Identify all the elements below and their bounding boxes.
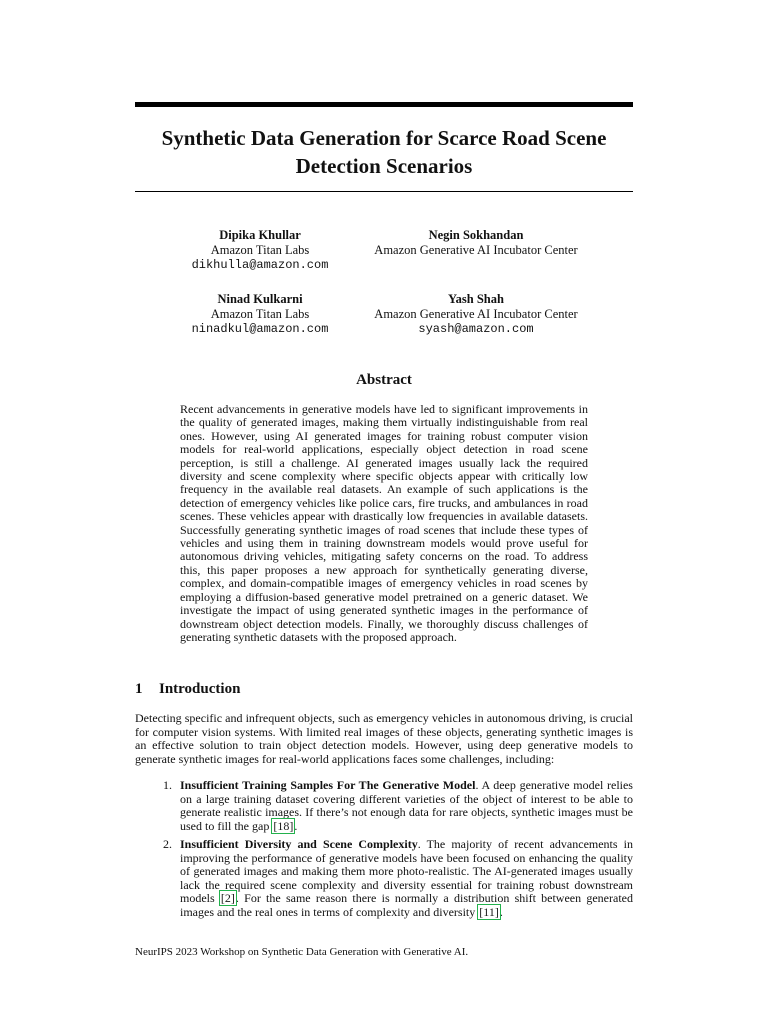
author-name: Ninad Kulkarni (217, 292, 303, 306)
intro-paragraph: Detecting specific and infrequent objects, such as emergency vehicles in autonomous driving, is crucial for computer vision systems. With limited real images of these objects, generating synthetic images is an effective solution to train object detection models. However, using deep generative models to generate synthetic images for real-world applications faces some challenges, including: (135, 711, 633, 766)
list-item-tail: . For the same reason there is normally a distribution shift between generated images and the real ones in terms of complexity and diversity (180, 891, 633, 919)
list-item-heading: Insufficient Training Samples For The Generative Model (180, 778, 476, 792)
section-number: 1 (135, 681, 143, 697)
author-block (360, 228, 592, 258)
list-item-number: 1. (163, 778, 172, 792)
list-item-text: . The majority of recent advancements in improving the performance of generative models have been focused on enhancing the quality of generated images and making them more photo-realistic. The AI-generated images usually lack the required scene complexity and diversity essential for training robust downstream models (180, 837, 633, 905)
citation-link[interactable]: [2] (220, 891, 235, 905)
paper-title: Synthetic Data Generation for Scarce Road Scene Detection Scenarios (161, 126, 607, 178)
author-name: Yash Shah (448, 292, 504, 306)
author-email[interactable]: dikhulla@amazon.com (191, 258, 329, 272)
author-email[interactable]: ninadkul@amazon.com (191, 322, 329, 336)
author-name: Negin Sokhandan (428, 228, 524, 242)
author-affiliation: Amazon Generative AI Incubator Center (374, 243, 578, 257)
page-footer: NeurIPS 2023 Workshop on Synthetic Data Generation with Generative AI. (135, 946, 469, 958)
author-affiliation: Amazon Generative AI Incubator Center (374, 307, 578, 321)
author-name: Dipika Khullar (219, 228, 301, 242)
list-item-tail: . (294, 818, 298, 833)
list-item (135, 838, 633, 919)
list-item-tail: . (499, 904, 503, 919)
author-block (180, 228, 340, 273)
author-email[interactable]: syash@amazon.com (418, 322, 534, 336)
section-heading (135, 681, 240, 698)
author-affiliation: Amazon Titan Labs (210, 243, 310, 257)
list-item-text: . A deep generative model relies on a large training dataset covering different varieties of the object of interest to be able to generate realistic images. If there’s not enough data for rare objects, synthetic images must be used to fill the gap (180, 778, 633, 833)
author-block (180, 292, 340, 337)
abstract-heading: Abstract (356, 372, 412, 388)
list-item (135, 779, 633, 833)
challenge-list (135, 779, 633, 924)
author-affiliation: Amazon Titan Labs (210, 307, 310, 321)
list-item-number: 2. (163, 837, 172, 851)
citation-link[interactable]: [18] (273, 818, 294, 833)
title-rule-top (135, 102, 633, 107)
author-block (360, 292, 592, 337)
title-rule-bottom (135, 191, 633, 192)
list-item-heading: Insufficient Diversity and Scene Complexity (180, 837, 418, 851)
section-title: Introduction (159, 681, 241, 697)
citation-link[interactable]: [11] (479, 904, 499, 919)
abstract-body: Recent advancements in generative models have led to significant improvements in the quality of generated images, making them virtually indistinguishable from real ones. However, using AI generated images for training robust computer vision models for real-world applications, especially object detection in road scene perception, is still a challenge. AI generated images usually lack the required diversity and scene complexity where specific objects appear with critically low frequency in the available real datasets. An example of such applications is the detection of emergency vehicles like police cars, fire trucks, and ambulances in road scenes. These vehicles appear with drastically low frequencies in available datasets. Successfully generating synthetic images of road scenes that include these types of vehicles and using them in training downstream models would prove useful for autonomous driving vehicles, mitigating safety concerns on the road. To address this, this paper proposes a new approach for synthetically generating diverse, complex, and domain-compatible images of emergency vehicles in road scenes by employing a diffusion-based generative model pretrained on a generic dataset. We investigate the impact of using generated synthetic images in the performance of downstream object detection models. Finally, we thoroughly discuss challenges of generating synthetic datasets with the proposed approach. (180, 402, 588, 644)
